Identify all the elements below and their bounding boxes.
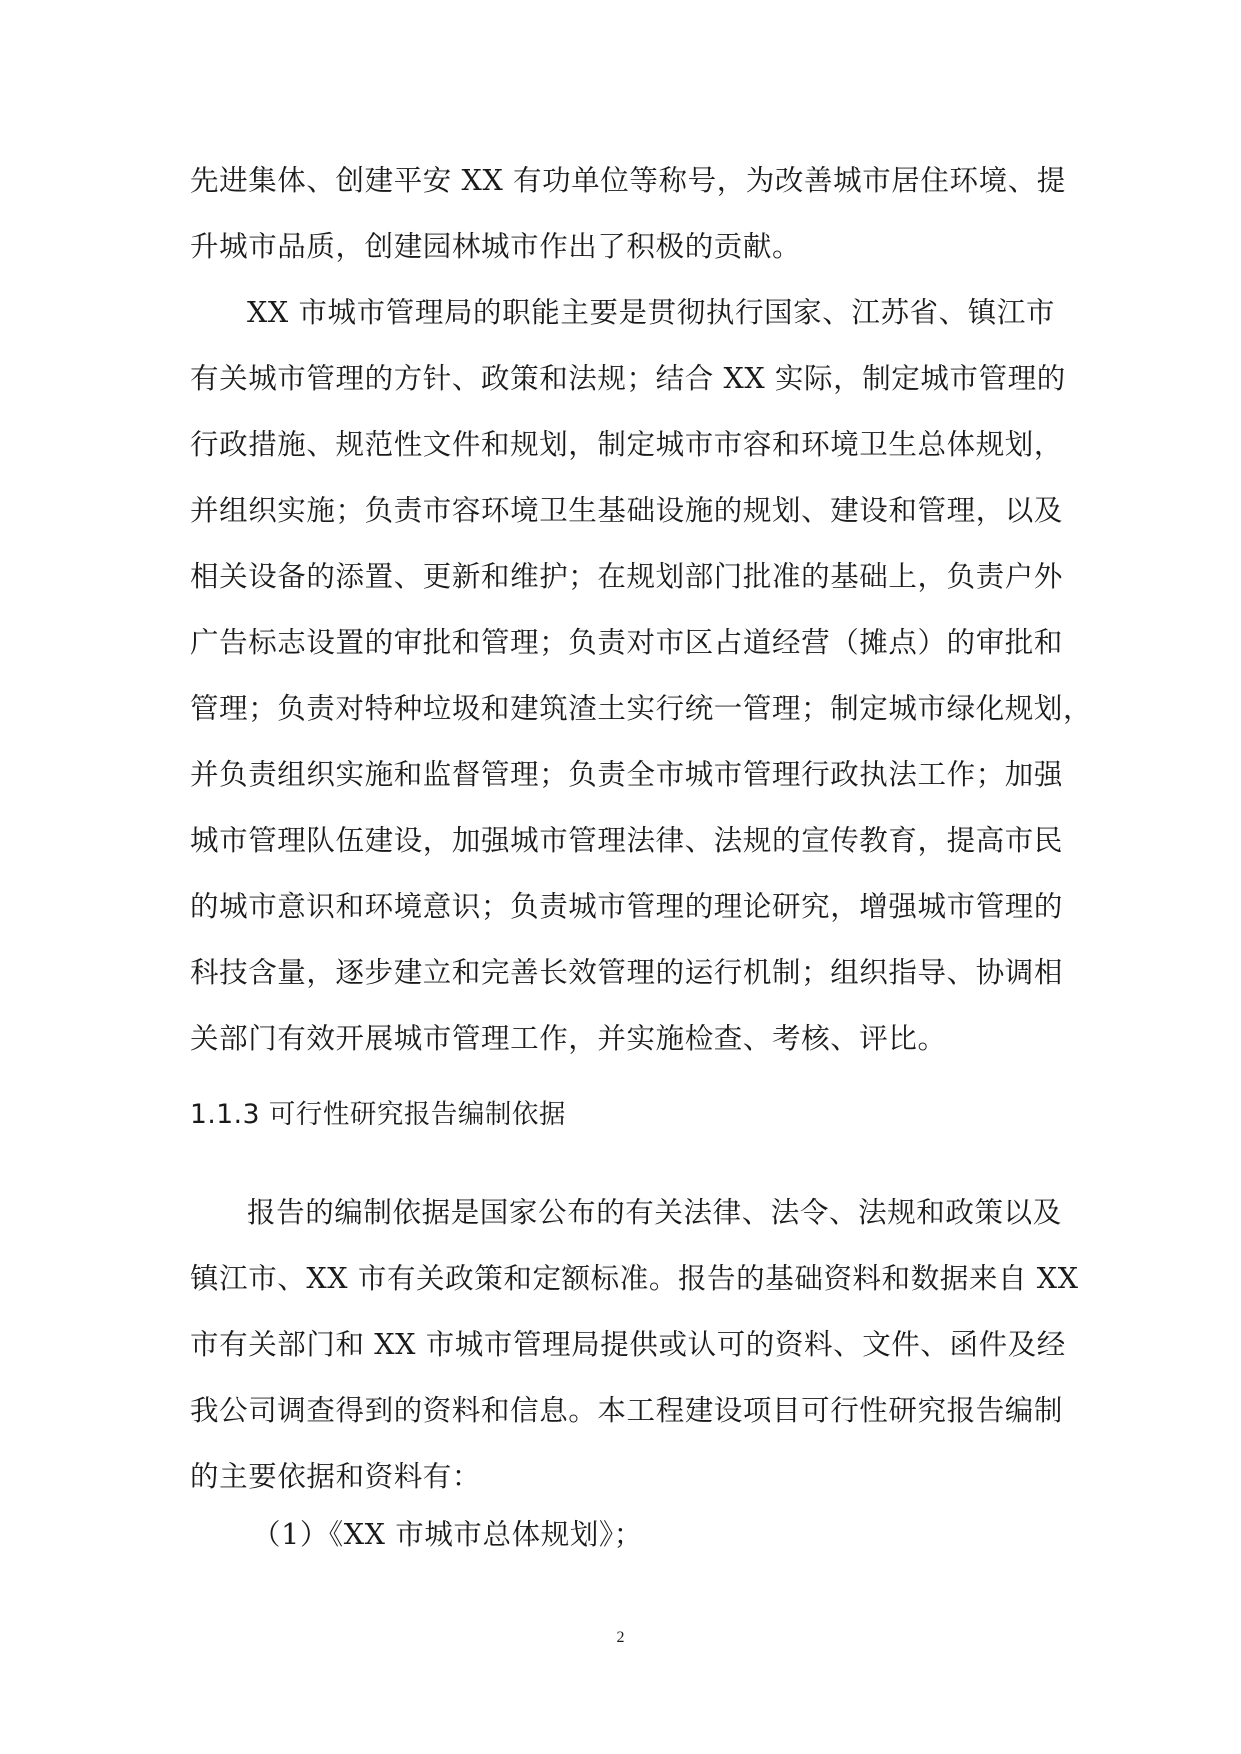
- page-number: 2: [616, 1629, 625, 1646]
- paragraph-line: 广告标志设置的审批和管理；负责对市区占道经营（摊点）的审批和: [190, 626, 1064, 659]
- paragraph-line: XX 市城市管理局的职能主要是贯彻执行国家、江苏省、镇江市: [247, 296, 1056, 329]
- paragraph-line: 升城市品质，创建园林城市作出了积极的贡献。: [190, 230, 802, 263]
- paragraph-line: 市有关部门和 XX 市城市管理局提供或认可的资料、文件、函件及经: [190, 1328, 1066, 1361]
- paragraph-line: 关部门有效开展城市管理工作，并实施检查、考核、评比。: [190, 1022, 947, 1055]
- paragraph-line: 的主要依据和资料有：: [190, 1460, 482, 1493]
- paragraph-line: 行政措施、规范性文件和规划，制定城市市容和环境卫生总体规划，: [190, 428, 1064, 461]
- list-item: （1）《XX 市城市总体规划》；: [252, 1518, 643, 1551]
- paragraph-line: 报告的编制依据是国家公布的有关法律、法令、法规和政策以及: [247, 1196, 1062, 1229]
- paragraph-line: 先进集体、创建平安 XX 有功单位等称号，为改善城市居住环境、提: [190, 164, 1066, 197]
- paragraph-line: 我公司调查得到的资料和信息。本工程建设项目可行性研究报告编制: [190, 1394, 1064, 1427]
- paragraph-line: 并负责组织实施和监督管理；负责全市城市管理行政执法工作；加强: [190, 758, 1064, 791]
- paragraph-line: 科技含量，逐步建立和完善长效管理的运行机制；组织指导、协调相: [190, 956, 1064, 989]
- section-heading: 1.1.3 可行性研究报告编制依据: [190, 1099, 566, 1130]
- paragraph-line: 管理；负责对特种垃圾和建筑渣土实行统一管理；制定城市绿化规划，: [190, 692, 1093, 725]
- paragraph-2: [190, 280, 1093, 1072]
- paragraph-1: [190, 148, 1066, 280]
- paragraph-line: 城市管理队伍建设，加强城市管理法律、法规的宣传教育，提高市民: [190, 824, 1064, 857]
- paragraph-line: 的城市意识和环境意识；负责城市管理的理论研究，增强城市管理的: [190, 890, 1064, 923]
- paragraph-3: [190, 1180, 1079, 1510]
- paragraph-line: 相关设备的添置、更新和维护；在规划部门批准的基础上，负责户外: [190, 560, 1064, 593]
- paragraph-line: 并组织实施；负责市容环境卫生基础设施的规划、建设和管理，以及: [190, 494, 1064, 527]
- paragraph-line: 镇江市、XX 市有关政策和定额标准。报告的基础资料和数据来自 XX: [190, 1262, 1079, 1295]
- paragraph-line: 有关城市管理的方针、政策和法规；结合 XX 实际，制定城市管理的: [190, 362, 1066, 395]
